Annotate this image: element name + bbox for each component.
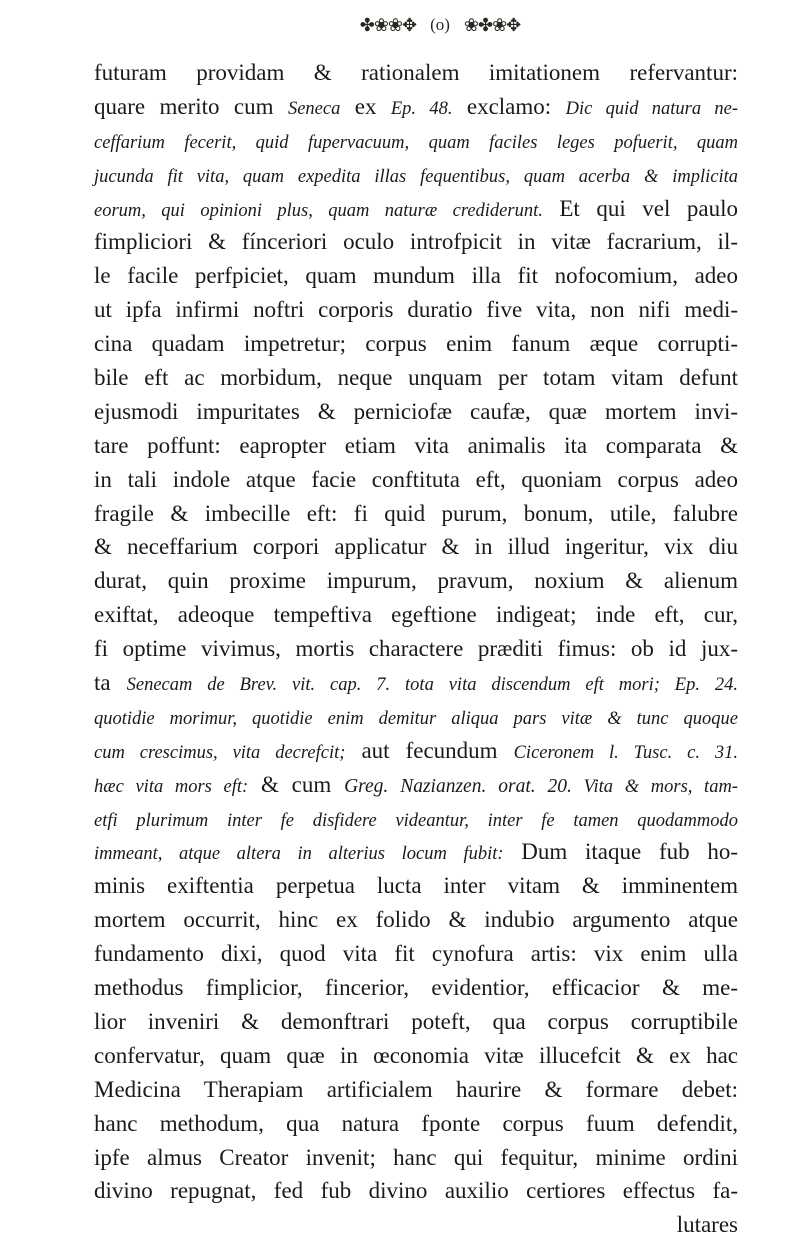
text-run: & neceffarium corpori applicatur & in illud ingeritur, vix diu <box>94 534 738 560</box>
italic-run: ceffarium fecerit, quid fupervacuum, quam faciles leges pofuerit, quam <box>94 132 738 153</box>
text-line <box>94 293 738 327</box>
text-run: fragile & imbecille eft: fi quid purum, bonum, utile, falubre <box>94 500 738 526</box>
text-run: ex <box>340 93 391 119</box>
text-line <box>94 158 738 192</box>
text-line <box>94 1208 738 1242</box>
italic-run: etfi plurimum inter fe disfidere videantur, inter fe tamen quodammodo <box>94 810 738 831</box>
text-line <box>94 56 738 90</box>
text-run: exiftat, adeoque tempeftiva egeftione indigeat; inde eft, cur, <box>94 602 738 628</box>
text-line <box>94 395 738 429</box>
ornament-right-icon: ❀✤❀✥ <box>463 15 521 35</box>
text-run: ut ipfa infirmi noftri corporis duratio five vita, non nifi medi- <box>94 297 738 323</box>
text-line <box>94 1005 738 1039</box>
italic-run: cum crescimus, vita decrefcit; <box>94 742 346 763</box>
page-mark: (o) <box>430 15 450 34</box>
text-line <box>94 802 738 836</box>
text-line <box>94 598 738 632</box>
text-line <box>94 700 738 734</box>
text-run: ipfe almus Creator invenit; hanc qui fequitur, minime ordini <box>94 1144 738 1170</box>
text-run: aut fecundum <box>345 737 514 763</box>
text-run: durat, quin proxime impurum, pravum, noxium & alienum <box>94 568 738 594</box>
text-run: futuram providam & rationalem imitationem refervantur: <box>94 60 738 85</box>
text-run: fundamento dixi, quod vita fit cynofura artis: vix enim ulla <box>94 941 738 967</box>
italic-run: Senecam de Brev. vit. cap. 7. tota vita discendum eft mori; Ep. 24. <box>126 675 738 696</box>
text-line <box>94 835 738 869</box>
text-run: divino repugnat, fed fub divino auxilio certiores effectus fa- <box>94 1178 738 1204</box>
text-run: Et qui vel paulo <box>542 195 738 221</box>
text-line <box>94 903 738 937</box>
italic-run: Ciceronem l. Tusc. c. 31. <box>513 742 739 763</box>
text-run: lior inveniri & demonftrari poteft, qua corpus corruptibile <box>94 1008 738 1034</box>
text-line <box>94 463 738 497</box>
text-run: mortem occurrit, hinc ex folido & indubio argumento atque <box>94 907 738 933</box>
text-run: le facile perfpiciet, quam mundum illa fit nofocomium, adeo <box>94 263 738 289</box>
text-line <box>94 632 738 666</box>
text-run: tare poffunt: eapropter etiam vita animalis ita comparata & <box>94 432 738 458</box>
text-line <box>94 192 738 226</box>
text-line <box>94 1107 738 1141</box>
italic-run: hæc vita mors eft: <box>94 776 249 797</box>
text-line <box>94 971 738 1005</box>
text-run: fi optime vivimus, mortis charactere præditi fimus: ob id jux- <box>94 636 738 662</box>
text-run: & cum <box>248 771 345 797</box>
text-run: hanc methodum, qua natura fponte corpus fuum defendit, <box>94 1110 738 1136</box>
italic-run: Seneca <box>287 98 341 119</box>
text-line <box>94 1039 738 1073</box>
text-line <box>94 937 738 971</box>
text-run: Dum itaque fub ho- <box>503 839 739 865</box>
text-line <box>94 497 738 531</box>
italic-run: immeant, atque altera in alterius locum fubit: <box>94 844 504 865</box>
body-text <box>94 56 738 1242</box>
text-run: confervatur, quam quæ in œconomia vitæ illucefcit & ex hac <box>94 1042 738 1068</box>
text-line <box>94 530 738 564</box>
text-line <box>94 666 738 700</box>
text-line <box>94 1141 738 1175</box>
text-run: exclamo: <box>452 93 566 119</box>
italic-run: Ep. 48. <box>390 98 453 119</box>
text-line <box>94 869 738 903</box>
text-run: in tali indole atque facie conftituta eft, quoniam corpus adeo <box>94 466 738 492</box>
text-run: ejusmodi impuritates & perniciofæ caufæ, quæ mortem invi- <box>94 398 738 424</box>
text-line <box>94 564 738 598</box>
italic-run: Dic quid natura ne- <box>565 98 739 119</box>
text-line <box>94 361 738 395</box>
italic-run: Vita & mors, tam- <box>571 776 738 797</box>
text-line <box>94 90 738 124</box>
text-run: lutares <box>676 1212 738 1238</box>
text-line <box>94 1174 738 1208</box>
text-run: quare merito cum <box>94 93 288 119</box>
text-run: Medicina Therapiam artificialem haurire & formare debet: <box>94 1076 738 1102</box>
text-line <box>94 124 738 158</box>
text-run: fimpliciori & fínceriori oculo introfpicit in vitæ facrarium, il- <box>94 229 738 255</box>
italic-run: Greg. Nazianzen. orat. 20. <box>344 775 572 797</box>
text-run: minis exiftentia perpetua lucta inter vitam & imminentem <box>94 873 738 899</box>
text-line <box>94 768 738 802</box>
text-run: methodus fimplicior, fincerior, evidentior, efficacior & me- <box>94 975 738 1001</box>
italic-run: jucunda fit vita, quam expedita illas fequentibus, quam acerba & implicita <box>94 166 738 187</box>
text-run: cina quadam impetretur; corpus enim fanum æque corrupti- <box>94 331 738 357</box>
text-line <box>94 429 738 463</box>
italic-run: quotidie morimur, quotidie enim demitur aliqua pars vitæ & tunc quoque <box>94 708 738 729</box>
text-run: bile eft ac morbidum, neque unquam per totam vitam defunt <box>94 365 738 391</box>
text-line <box>94 259 738 293</box>
text-line <box>94 1073 738 1107</box>
text-line <box>94 734 738 768</box>
ornament-left-icon: ✤❀❀✥ <box>359 15 417 35</box>
header-ornament <box>360 10 520 40</box>
text-run: ta <box>94 670 127 696</box>
text-line <box>94 225 738 259</box>
italic-run: eorum, qui opinioni plus, quam naturæ crediderunt. <box>94 200 543 221</box>
text-line <box>94 327 738 361</box>
